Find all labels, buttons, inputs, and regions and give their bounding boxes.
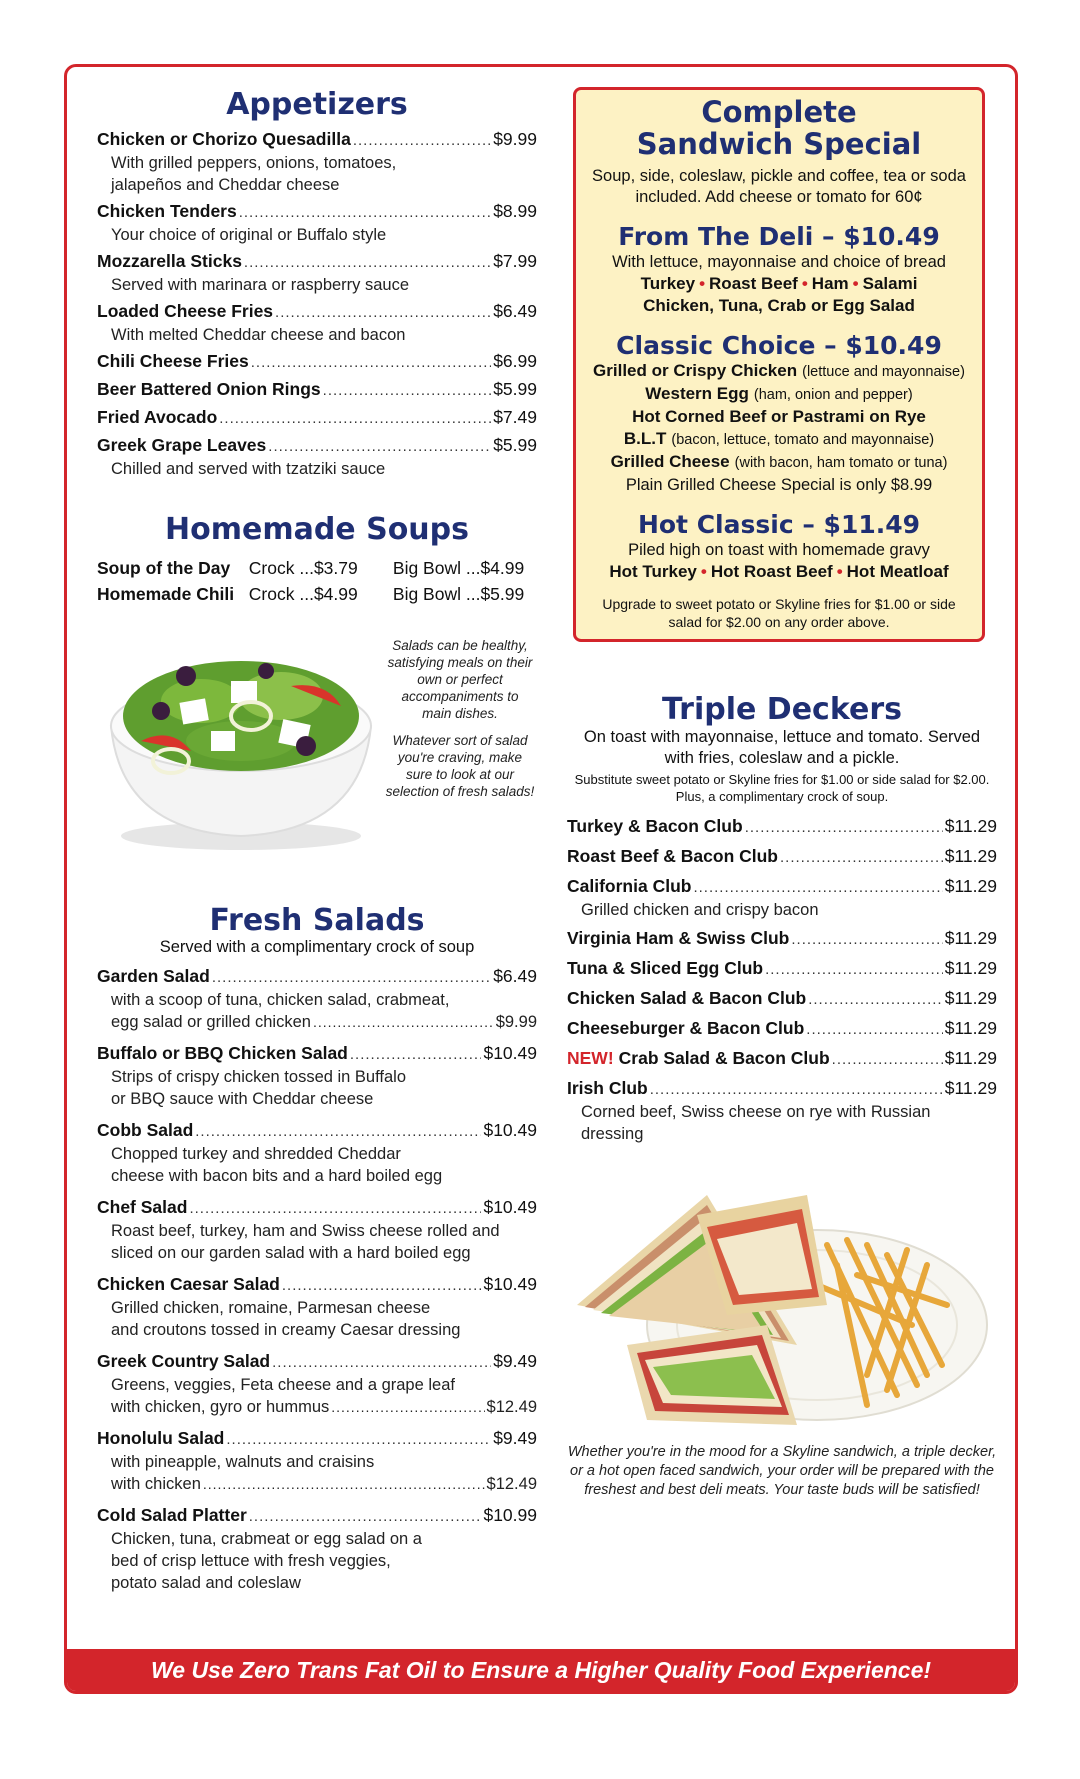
salad-caption-text: Whatever sort of salad you're craving, make sure to look at our selection of fresh salads!	[385, 733, 535, 799]
classic-title: Classic Choice – $10.49	[616, 331, 942, 360]
item-price: $6.99	[493, 351, 537, 371]
item-name: Tuna & Sliced Egg Club	[567, 958, 764, 978]
item-row	[97, 1350, 537, 1374]
item-row	[97, 434, 537, 458]
classic-item	[588, 428, 970, 451]
soup-name: Homemade Chili	[97, 584, 235, 604]
item-price: $11.29	[944, 876, 997, 896]
deli-item: Turkey	[640, 274, 696, 293]
salads-title: Fresh Salads	[209, 903, 425, 938]
deli-items	[588, 273, 970, 295]
item-description: or BBQ sauce with Cheddar cheese	[111, 1090, 374, 1108]
item-description: Chilled and served with tzatziki sauce	[111, 460, 386, 478]
classic-item	[588, 406, 970, 428]
dot-leader	[203, 1473, 485, 1495]
soup-row	[97, 581, 537, 607]
item-price: $12.49	[486, 1398, 537, 1416]
soup-name: Soup of the Day	[97, 558, 231, 578]
item-price: $9.49	[493, 1428, 537, 1448]
dot-leader	[693, 876, 942, 899]
salad-list	[97, 965, 537, 1594]
item-price: $8.99	[493, 201, 537, 221]
item-description: Served with marinara or raspberry sauce	[111, 276, 410, 294]
appetizer-item	[97, 378, 537, 402]
item-row	[97, 965, 537, 989]
item-name: Loaded Cheese Fries	[97, 301, 274, 321]
salad-bowl-image	[91, 631, 391, 861]
item-row	[97, 128, 537, 152]
dot-leader	[323, 379, 492, 402]
dot-leader	[251, 351, 491, 374]
hot-items	[588, 561, 970, 583]
item-price: $9.99	[495, 1013, 537, 1031]
salad-item	[97, 1504, 537, 1594]
triple-decker-item	[567, 987, 997, 1011]
dot-leader	[272, 1351, 491, 1374]
hot-item: Hot Meatloaf	[846, 562, 949, 581]
item-name: Greek Country Salad	[97, 1351, 271, 1371]
item-description: with chicken	[111, 1475, 201, 1493]
soup-crock-price: Crock ...$4.99	[248, 584, 358, 604]
soups-section	[97, 512, 537, 607]
dot-leader	[249, 1505, 482, 1528]
salad-caption	[385, 637, 535, 810]
item-price: $10.49	[483, 1120, 537, 1140]
item-name: Chili Cheese Fries	[97, 351, 249, 371]
classic-item-note: (ham, onion and pepper)	[753, 387, 913, 403]
classic-item	[588, 451, 970, 474]
item-name: Cheeseburger & Bacon Club	[567, 1018, 805, 1038]
item-description-price-row	[97, 1396, 537, 1418]
triple-decker-item	[567, 815, 997, 839]
item-description: With grilled peppers, onions, tomatoes,	[111, 154, 397, 172]
salad-item	[97, 1196, 537, 1264]
dot-leader	[239, 201, 491, 224]
triple-decker-item	[567, 1017, 997, 1041]
triple-title: Triple Deckers	[662, 692, 902, 727]
item-row	[97, 406, 537, 430]
salad-item	[97, 965, 537, 1033]
deli-item: Salami	[862, 274, 918, 293]
item-price: $10.99	[483, 1505, 537, 1525]
item-price: $11.29	[944, 928, 997, 948]
appetizer-item	[97, 406, 537, 430]
item-row	[97, 378, 537, 402]
item-row	[97, 1273, 537, 1297]
item-price: $11.29	[944, 1018, 997, 1038]
item-name: Garden Salad	[97, 966, 210, 986]
item-row	[97, 1042, 537, 1066]
item-description: Chicken, tuna, crabmeat or egg salad on a	[111, 1530, 422, 1548]
item-description: Grilled chicken and crispy bacon	[581, 901, 819, 919]
item-description-price-row	[97, 1011, 537, 1033]
item-description: With melted Cheddar cheese and bacon	[111, 326, 406, 344]
classic-item-name: Western Egg	[645, 384, 749, 403]
dot-leader	[282, 1274, 482, 1297]
appetizer-item	[97, 250, 537, 296]
classic-item-note: (lettuce and mayonnaise)	[802, 364, 965, 380]
classic-lines	[588, 360, 970, 474]
triple-decker-item	[567, 927, 997, 951]
dot-leader	[195, 1120, 481, 1143]
item-name: Honolulu Salad	[97, 1428, 225, 1448]
item-name: Cold Salad Platter	[97, 1505, 247, 1525]
dot-leader	[765, 958, 943, 981]
bullet-separator: •	[699, 274, 706, 293]
item-description: Chopped turkey and shredded Cheddar	[111, 1145, 401, 1163]
hot-item: Hot Roast Beef	[710, 562, 833, 581]
item-row	[567, 815, 997, 839]
dot-leader	[832, 1048, 943, 1071]
triple-decker-item	[567, 957, 997, 981]
dot-leader	[806, 1018, 942, 1041]
upgrade-note: Upgrade to sweet potato or Skyline fries for $1.00 or side salad for $2.00 on any order above.	[602, 596, 956, 630]
item-name: Chicken Salad & Bacon Club	[567, 988, 807, 1008]
dot-leader	[226, 1428, 491, 1451]
salad-item	[97, 1042, 537, 1110]
appetizers-title: Appetizers	[226, 87, 408, 122]
triple-decker-item	[567, 875, 997, 921]
item-price: $7.99	[493, 251, 537, 271]
item-price: $9.99	[493, 129, 537, 149]
salad-item	[97, 1119, 537, 1187]
soup-crock-price: Crock ...$3.79	[248, 558, 358, 578]
item-price: $11.29	[944, 1078, 997, 1098]
appetizer-list	[97, 128, 537, 480]
item-name: Virginia Ham & Swiss Club	[567, 928, 790, 948]
special-intro: Soup, side, coleslaw, pickle and coffee, tea or soda included. Add cheese or tomato for 60¢	[592, 167, 966, 206]
deli-items-line2: Chicken, Tuna, Crab or Egg Salad	[643, 296, 915, 315]
deli-desc: With lettuce, mayonnaise and choice of bread	[612, 253, 946, 271]
club-sandwich-image	[567, 1175, 997, 1430]
footer-banner: We Use Zero Trans Fat Oil to Ensure a Higher Quality Food Experience!	[67, 1649, 1015, 1691]
soup-row	[97, 555, 537, 581]
item-row	[567, 845, 997, 869]
item-row	[97, 1119, 537, 1143]
item-name: Beer Battered Onion Rings	[97, 379, 321, 399]
appetizers-section	[97, 87, 537, 480]
item-price: $11.29	[944, 958, 997, 978]
item-row	[567, 957, 997, 981]
appetizer-item	[97, 434, 537, 480]
appetizer-item	[97, 200, 537, 246]
item-row	[97, 250, 537, 274]
triple-intro: On toast with mayonnaise, lettuce and tomato. Served with fries, coleslaw and a pickle.	[583, 728, 981, 767]
dot-leader	[212, 966, 491, 989]
soup-bowl-price: Big Bowl ...$4.99	[392, 558, 525, 578]
item-row	[97, 1196, 537, 1220]
item-name: Buffalo or BBQ Chicken Salad	[97, 1043, 348, 1063]
item-row	[567, 987, 997, 1011]
item-description-price-row	[97, 1473, 537, 1495]
special-title-line1: Complete	[701, 95, 857, 129]
item-name: Roast Beef & Bacon Club	[567, 846, 778, 866]
item-price: $10.49	[483, 1043, 537, 1063]
classic-item-name: B.L.T	[623, 429, 667, 448]
item-description: jalapeños and Cheddar cheese	[111, 176, 340, 194]
dot-leader	[350, 1043, 482, 1066]
item-name: California Club	[567, 876, 692, 896]
item-name: Chicken Caesar Salad	[97, 1274, 280, 1294]
triple-decker-item	[567, 845, 997, 869]
deli-item: Roast Beef	[709, 274, 798, 293]
left-column	[97, 87, 537, 1603]
item-description: egg salad or grilled chicken	[111, 1013, 311, 1031]
salads-section	[97, 903, 537, 1594]
item-description: Corned beef, Swiss cheese on rye with Russian dressing	[581, 1103, 931, 1143]
dot-leader	[268, 435, 491, 458]
hot-desc: Piled high on toast with homemade gravy	[628, 541, 930, 559]
item-price: $9.49	[493, 1351, 537, 1371]
item-row	[567, 1047, 997, 1071]
appetizer-item	[97, 128, 537, 196]
appetizer-item	[97, 350, 537, 374]
bullet-separator: •	[836, 562, 843, 581]
item-price: $11.29	[944, 988, 997, 1008]
salad-item	[97, 1350, 537, 1418]
item-row	[97, 1427, 537, 1451]
salad-caption-text: Salads can be healthy, satisfying meals on their own or perfect accompaniments to main dishes.	[387, 638, 533, 721]
item-row	[567, 1017, 997, 1041]
soup-bowl-price: Big Bowl ...$5.99	[392, 584, 525, 604]
classic-item-name: Grilled or Crispy Chicken	[593, 361, 798, 380]
item-row	[567, 927, 997, 951]
item-price: $10.49	[483, 1274, 537, 1294]
dot-leader	[650, 1078, 943, 1101]
triple-list	[567, 815, 997, 1145]
right-column	[567, 87, 997, 1498]
dot-leader	[780, 846, 943, 869]
item-description: Grilled chicken, romaine, Parmesan cheese	[111, 1299, 431, 1317]
classic-item-name: Grilled Cheese	[610, 452, 730, 471]
item-row	[567, 875, 997, 899]
sandwich-special-box	[573, 87, 985, 642]
dot-leader	[189, 1197, 481, 1220]
hot-title: Hot Classic – $11.49	[637, 510, 921, 539]
dot-leader	[353, 129, 491, 152]
dot-leader	[808, 988, 943, 1011]
appetizer-item	[97, 300, 537, 346]
bullet-separator: •	[852, 274, 859, 293]
item-name: Chef Salad	[97, 1197, 188, 1217]
triple-substitute-note: Substitute sweet potato or Skyline fries for $1.00 or side salad for $2.00. Plus, a complimentary crock of soup.	[574, 772, 990, 804]
item-name: Chicken Tenders	[97, 201, 237, 221]
item-price: $11.29	[944, 846, 997, 866]
classic-item-note: (bacon, lettuce, tomato and mayonnaise)	[671, 432, 935, 448]
item-price: $5.99	[493, 435, 537, 455]
item-row	[97, 1504, 537, 1528]
item-price: $5.99	[493, 379, 537, 399]
new-badge: NEW!	[567, 1048, 614, 1068]
item-description: with chicken, gyro or hummus	[111, 1398, 330, 1416]
dot-leader	[244, 251, 491, 274]
item-description: and croutons tossed in creamy Caesar dressing	[111, 1321, 461, 1339]
sandwich-caption: Whether you're in the mood for a Skyline sandwich, a triple decker, or a hot open faced sandwich, your order will be prepared with the freshest and best deli meats. Your taste buds will be satisfied!	[567, 1444, 997, 1498]
item-price: $11.29	[944, 816, 997, 836]
special-title-line2: Sandwich Special	[636, 127, 922, 161]
classic-item-name: Hot Corned Beef or Pastrami on Rye	[632, 407, 926, 426]
item-description: Roast beef, turkey, ham and Swiss cheese rolled and	[111, 1222, 500, 1240]
item-name: Crab Salad & Bacon Club	[618, 1048, 830, 1068]
item-price: $10.49	[483, 1197, 537, 1217]
item-description: Greens, veggies, Feta cheese and a grape leaf	[111, 1376, 455, 1394]
salad-item	[97, 1273, 537, 1341]
item-price: $7.49	[493, 407, 537, 427]
deli-item: Ham	[811, 274, 849, 293]
dot-leader	[331, 1396, 484, 1418]
dot-leader	[745, 816, 943, 839]
salads-subtitle: Served with a complimentary crock of soup	[159, 938, 475, 956]
item-description: sliced on our garden salad with a hard boiled egg	[111, 1244, 471, 1262]
item-description: with a scoop of tuna, chicken salad, crabmeat,	[111, 991, 450, 1009]
item-name: Mozzarella Sticks	[97, 251, 242, 271]
item-name: Fried Avocado	[97, 407, 218, 427]
hot-item: Hot Turkey	[609, 562, 697, 581]
item-description: Strips of crispy chicken tossed in Buffalo	[111, 1068, 407, 1086]
classic-plain-note: Plain Grilled Cheese Special is only $8.99	[625, 476, 933, 494]
triple-decker-item	[567, 1047, 997, 1071]
soups-title: Homemade Soups	[165, 512, 469, 547]
item-name: Cobb Salad	[97, 1120, 194, 1140]
item-description: Your choice of original or Buffalo style	[111, 226, 387, 244]
salad-visual	[97, 631, 537, 891]
item-name: Turkey & Bacon Club	[567, 816, 743, 836]
item-description: bed of crisp lettuce with fresh veggies,	[111, 1552, 391, 1570]
item-row	[567, 1077, 997, 1101]
menu-frame	[64, 64, 1018, 1694]
classic-item-note: (with bacon, ham tomato or tuna)	[734, 455, 948, 471]
item-name: Chicken or Chorizo Quesadilla	[97, 129, 351, 149]
deli-title: From The Deli – $10.49	[618, 222, 940, 251]
item-price: $11.29	[944, 1048, 997, 1068]
dot-leader	[275, 301, 491, 324]
item-description: cheese with bacon bits and a hard boiled egg	[111, 1167, 443, 1185]
salad-item	[97, 1427, 537, 1495]
bullet-separator: •	[801, 274, 808, 293]
bullet-separator: •	[700, 562, 707, 581]
dot-leader	[791, 928, 942, 951]
item-row	[97, 200, 537, 224]
item-row	[97, 300, 537, 324]
item-price: $6.49	[493, 301, 537, 321]
classic-item	[588, 360, 970, 383]
classic-item	[588, 383, 970, 406]
item-price: $12.49	[486, 1475, 537, 1493]
dot-leader	[313, 1011, 494, 1033]
item-name: Greek Grape Leaves	[97, 435, 267, 455]
triple-decker-item	[567, 1077, 997, 1145]
item-price: $6.49	[493, 966, 537, 986]
dot-leader	[219, 407, 491, 430]
sandwich-visual	[567, 1175, 997, 1498]
item-name: Irish Club	[567, 1078, 648, 1098]
item-description: with pineapple, walnuts and craisins	[111, 1453, 375, 1471]
item-description: potato salad and coleslaw	[111, 1574, 301, 1592]
triple-deckers-section	[567, 692, 997, 1145]
item-row	[97, 350, 537, 374]
